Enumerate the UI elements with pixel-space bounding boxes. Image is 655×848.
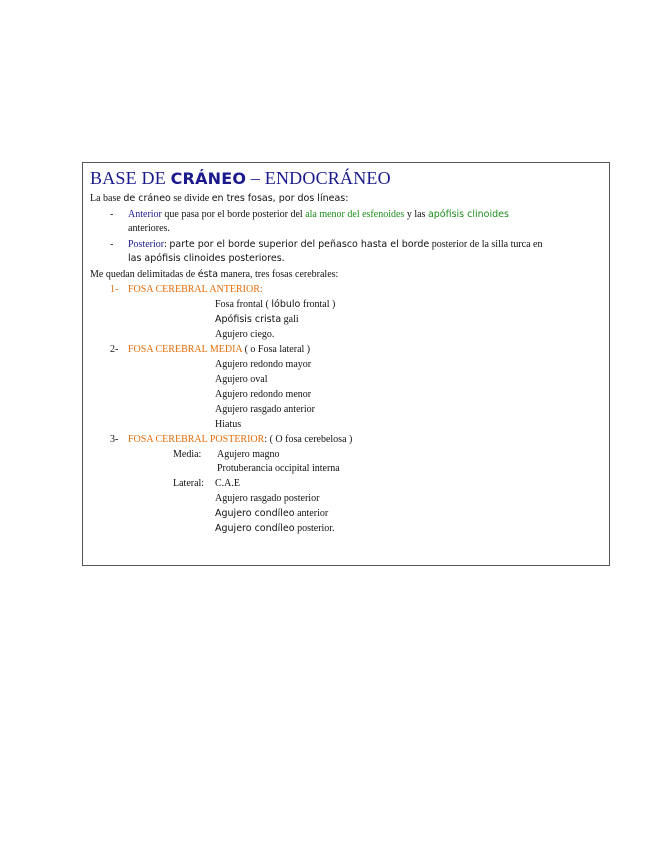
- posterior-line: Posterior: parte por el borde superior del peñasco hasta el borde posterior de la silla turca en: [128, 239, 543, 250]
- anterior-line-2: anteriores.: [128, 223, 170, 234]
- fosa3-lateral-item: Agujero condíleo anterior: [215, 508, 329, 519]
- fosa3-media-item: Protuberancia occipital interna: [217, 463, 340, 474]
- fosa1-heading: FOSA CEREBRAL ANTERIOR:: [128, 284, 263, 295]
- anterior-line: Anterior que pasa por el borde posterior del ala menor del esfenoides y las apófisis clinoides: [128, 209, 509, 220]
- summary-text: Me quedan delimitadas de ésta manera, tres fosas cerebrales:: [90, 269, 339, 280]
- posterior-marker: -: [110, 239, 114, 250]
- anterior-marker: -: [110, 209, 114, 220]
- fosa3-heading: FOSA CEREBRAL POSTERIOR: ( O fosa cerebelosa ): [128, 434, 353, 445]
- fosa3-lateral-item: Agujero rasgado posterior: [215, 493, 320, 504]
- fosa1-item: Fosa frontal ( lóbulo frontal ): [215, 299, 336, 310]
- fosa1-item: Apófisis crista gali: [215, 314, 299, 325]
- fosa2-item: Agujero redondo menor: [215, 389, 312, 400]
- fosa2-heading: FOSA CEREBRAL MEDIA ( o Fosa lateral ): [128, 344, 311, 355]
- fosa1-marker: 1-: [110, 284, 119, 295]
- fosa2-item: Agujero redondo mayor: [215, 359, 312, 370]
- fosa2-item: Agujero rasgado anterior: [215, 404, 315, 415]
- fosa2-item: Agujero oval: [215, 374, 268, 385]
- fosa2-item: Hiatus: [215, 419, 242, 430]
- page-title: BASE DE CRÁNEO – ENDOCRÁNEO: [90, 168, 391, 188]
- fosa3-lateral-label: Lateral:: [173, 478, 205, 489]
- fosa3-media-label: Media:: [173, 449, 202, 460]
- fosa3-lateral-item: C.A.E: [215, 478, 240, 489]
- fosa3-media-item: Agujero magno: [217, 449, 280, 460]
- posterior-line-2: las apófisis clinoides posteriores.: [128, 253, 285, 264]
- fosa2-marker: 2-: [110, 344, 119, 355]
- fosa3-marker: 3-: [110, 434, 119, 445]
- fosa3-lateral-item: Agujero condíleo posterior.: [215, 523, 335, 534]
- fosa1-item: Agujero ciego.: [215, 329, 275, 340]
- intro-text: La base de cráneo se divide en tres fosas, por dos líneas:: [90, 193, 349, 204]
